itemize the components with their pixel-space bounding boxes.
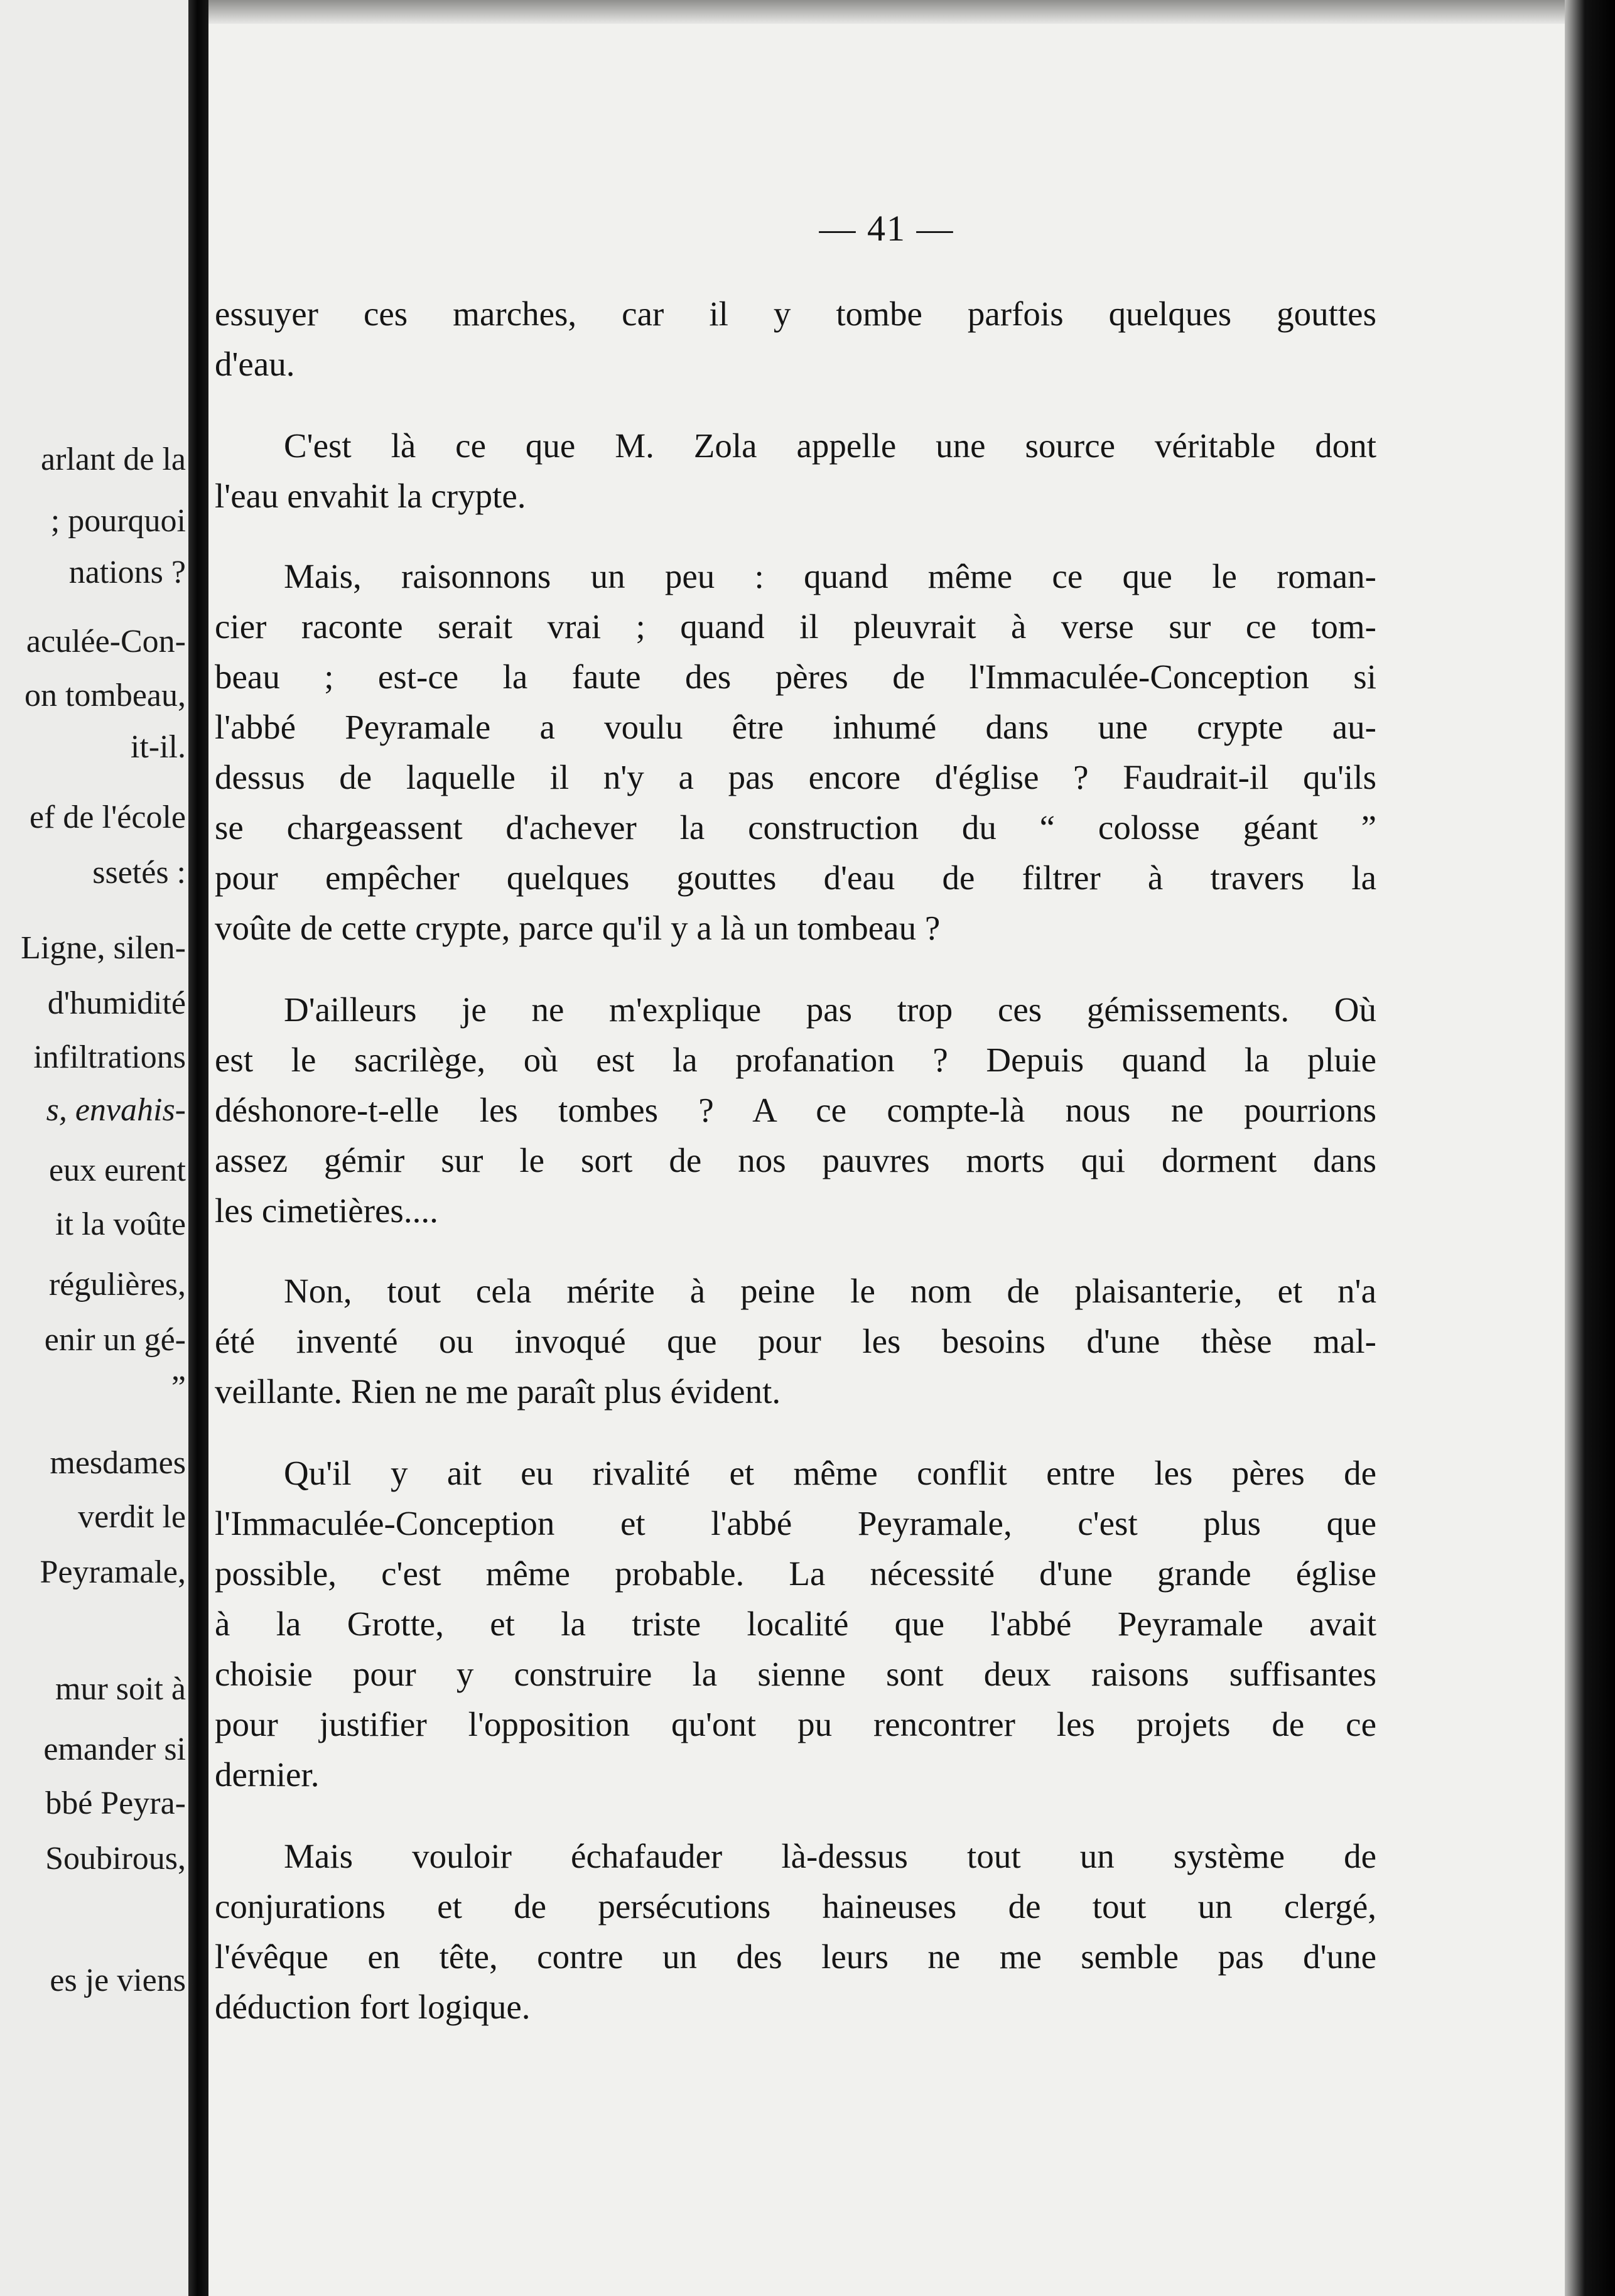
text-line: déduction fort logique. [215, 1988, 531, 2026]
text-line: veillante. Rien ne me paraît plus évident. [215, 1372, 781, 1411]
left-page-line: it la voûte [55, 1206, 186, 1242]
text-line: pour justifier l'opposition qu'ont pu rencontrer les projets de ce [215, 1705, 1376, 1743]
book-gutter [188, 0, 211, 2296]
left-page-line: nations ? [68, 555, 186, 590]
left-page-line: s, envahis- [46, 1092, 186, 1128]
text-line: beau ; est-ce la faute des pères de l'Immaculée-Conception si [215, 658, 1376, 696]
text-line: essuyer ces marches, car il y tombe parfois quelques gouttes [215, 295, 1376, 333]
text-line: l'abbé Peyramale a voulu être inhumé dans une crypte au- [215, 708, 1376, 746]
text-line: d'eau. [215, 345, 295, 383]
text-line: les cimetières.... [215, 1191, 438, 1230]
page-number: — 41 — [819, 208, 954, 249]
text-line: Qu'il y ait eu rivalité et même conflit entre les pères de [284, 1454, 1376, 1492]
left-page-line: es je viens [50, 1963, 186, 1998]
left-page-line: emander si [43, 1731, 186, 1767]
left-page-line: Ligne, silen- [21, 930, 186, 966]
text-line: est le sacrilège, où est la profanation ? Depuis quand la pluie [215, 1041, 1376, 1079]
text-line: été inventé ou invoqué que pour les besoins d'une thèse mal- [215, 1322, 1376, 1360]
text-line: Mais vouloir échafauder là-dessus tout un système de [284, 1837, 1376, 1875]
text-line: D'ailleurs je ne m'explique pas trop ces gémissements. Où [284, 990, 1376, 1029]
left-page-line: enir un gé- [44, 1322, 186, 1358]
left-page-line: arlant de la [41, 441, 186, 477]
left-page-line: on tombeau, [24, 678, 186, 713]
text-line: Mais, raisonnons un peu : quand même ce que le roman- [284, 557, 1376, 595]
text-line: assez gémir sur le sort de nos pauvres morts qui dorment dans [215, 1141, 1376, 1179]
text-line: Non, tout cela mérite à peine le nom de plaisanterie, et n'a [284, 1272, 1376, 1310]
left-page-line: ” [171, 1370, 186, 1405]
text-line: possible, c'est même probable. La nécessité d'une grande église [215, 1554, 1376, 1593]
text-line: choisie pour y construire la sienne sont deux raisons suffisantes [215, 1655, 1376, 1693]
text-line: conjurations et de persécutions haineuses de tout un clergé, [215, 1887, 1376, 1925]
text-line: dessus de laquelle il n'y a pas encore d'église ? Faudrait-il qu'ils [215, 758, 1376, 796]
left-page-line: it-il. [130, 729, 186, 765]
page-top-edge [208, 0, 1565, 24]
left-page-line: eux eurent [48, 1152, 186, 1188]
text-line: à la Grotte, et la triste localité que l'abbé Peyramale avait [215, 1605, 1376, 1643]
left-page-line: mesdames [50, 1445, 186, 1481]
left-page-line: Soubirous, [45, 1841, 186, 1876]
text-line: l'évêque en tête, contre un des leurs ne me semble pas d'une [215, 1937, 1376, 1976]
text-line: se chargeassent d'achever la construction du “ colosse géant ” [215, 808, 1376, 847]
left-page-line: régulières, [48, 1267, 186, 1302]
left-page-line: bbé Peyra- [45, 1785, 186, 1821]
text-line: C'est là ce que M. Zola appelle une source véritable dont [284, 426, 1376, 465]
left-page-line: Peyramale, [40, 1554, 186, 1590]
previous-page-fragment [0, 0, 200, 2296]
text-line: voûte de cette crypte, parce qu'il y a là un tombeau ? [215, 909, 941, 947]
page-right-edge [1565, 0, 1615, 2296]
left-page-line: infiltrations [33, 1039, 186, 1075]
text-line: dernier. [215, 1755, 320, 1794]
book-page [208, 0, 1565, 2296]
text-line: cier raconte serait vrai ; quand il pleuvrait à verse sur ce tom- [215, 607, 1376, 646]
left-page-line: ; pourquoi [50, 503, 186, 539]
left-page-line: verdit le [78, 1499, 186, 1535]
text-line: l'eau envahit la crypte. [215, 477, 526, 515]
text-line: l'Immaculée-Conception et l'abbé Peyramale, c'est plus que [215, 1504, 1376, 1542]
left-page-line: ef de l'école [30, 799, 186, 835]
left-page-line: mur soit à [55, 1671, 186, 1707]
left-page-line: d'humidité [47, 985, 186, 1021]
text-line: déshonore-t-elle les tombes ? A ce compte-là nous ne pourrions [215, 1091, 1376, 1129]
text-line: pour empêcher quelques gouttes d'eau de filtrer à travers la [215, 858, 1376, 897]
left-page-line: aculée-Con- [26, 624, 186, 659]
left-page-line: ssetés : [92, 855, 186, 891]
